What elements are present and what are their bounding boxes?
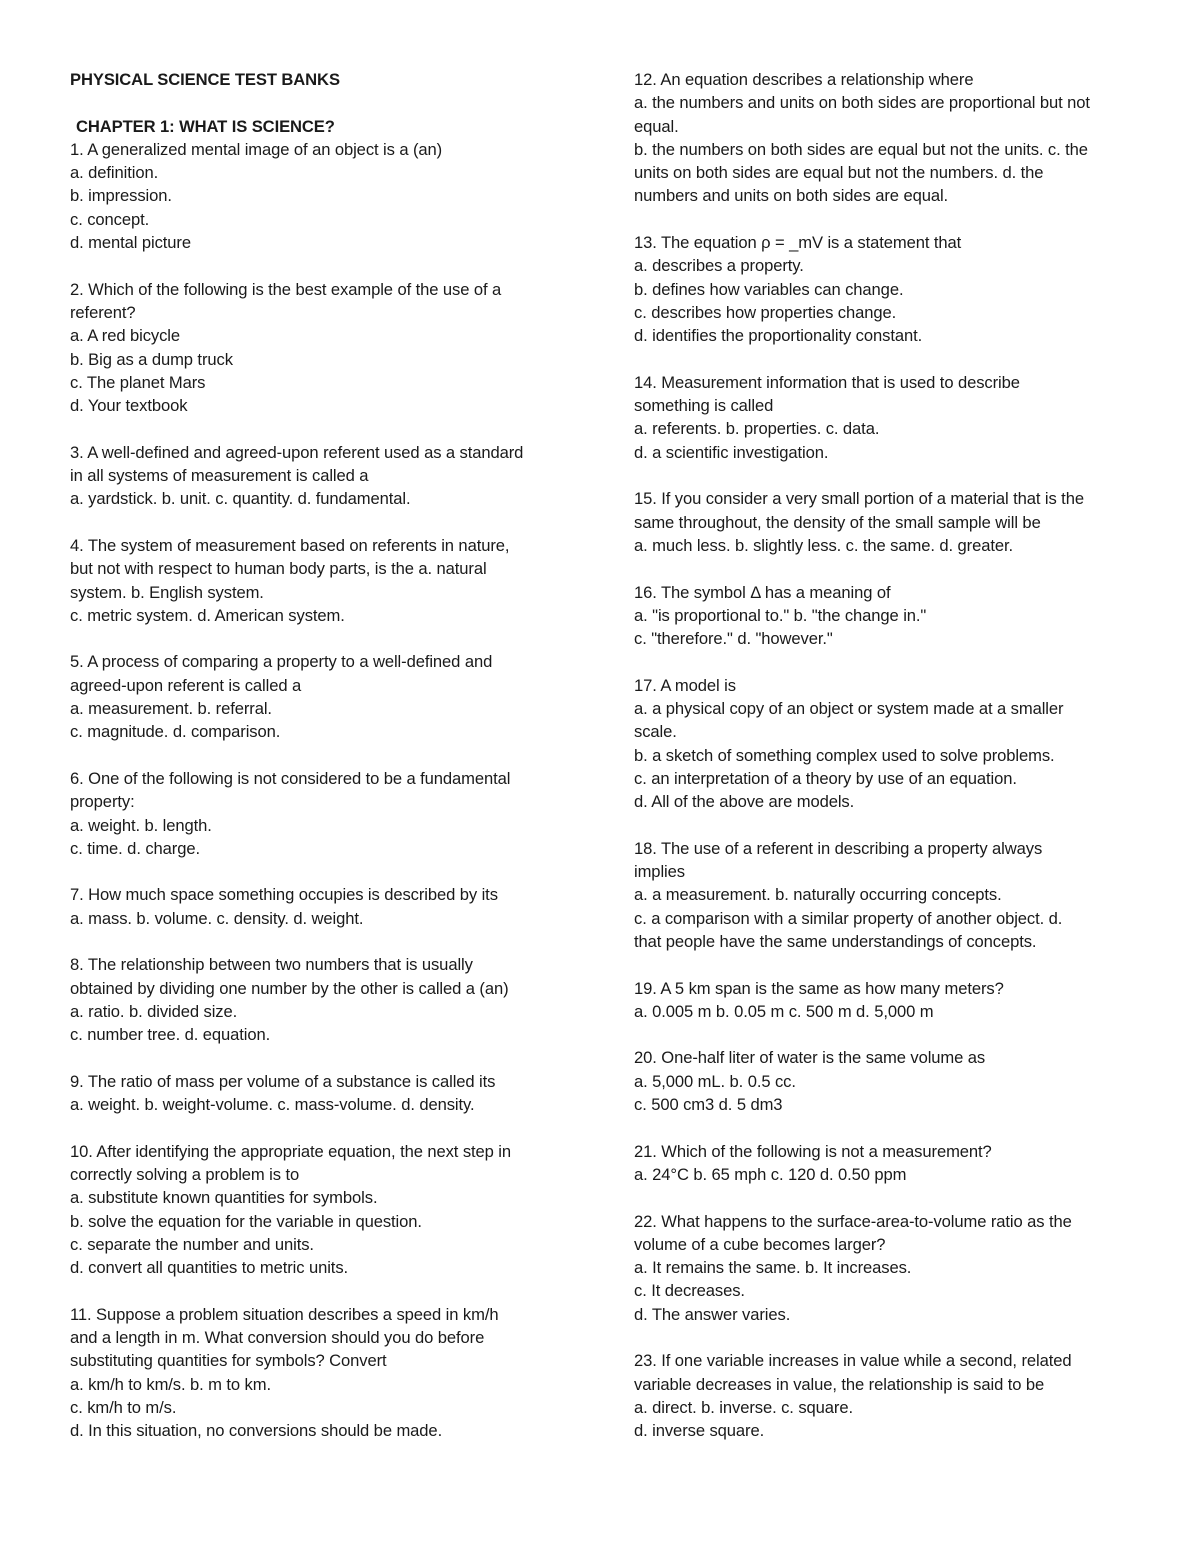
question-item (70, 767, 575, 860)
question-line: a. describes a property. (634, 256, 804, 276)
question-text: 15. If you consider a very small portion of a material that is the (634, 489, 1084, 509)
question-line: a. "is proportional to." b. "the change in." (634, 605, 927, 625)
question-line: c. a comparison with a similar property of another object. d. (634, 908, 1063, 928)
question-text: 12. An equation describes a relationship where (634, 70, 974, 89)
question-line: c. separate the number and units. (70, 1234, 314, 1254)
question-line: d. Your textbook (70, 396, 188, 416)
question-line: a. mass. b. volume. c. density. d. weight. (70, 908, 364, 928)
question-line: a. A red bicycle (70, 326, 181, 346)
question-line: c. metric system. d. American system. (70, 605, 345, 625)
question-item (70, 1140, 575, 1280)
question-text: 21. Which of the following is not a measurement? (634, 1141, 992, 1161)
question-line: d. convert all quantities to metric units. (70, 1258, 349, 1278)
question-line: implies (634, 862, 685, 882)
question-item (634, 1210, 1144, 1326)
question-line: that people have the same understandings of concepts. (634, 931, 1037, 951)
question-text: 7. How much space something occupies is described by its (70, 885, 498, 905)
question-line: b. impression. (70, 186, 172, 206)
question-item (70, 953, 575, 1046)
question-text: 5. A process of comparing a property to a well-defined and (70, 652, 493, 672)
question-line: b. a sketch of something complex used to solve problems. (634, 745, 1055, 765)
question-line: a. definition. (70, 163, 159, 183)
question-line: a. the numbers and units on both sides are proportional but not (634, 93, 1090, 113)
question-line: volume of a cube becomes larger? (634, 1234, 886, 1254)
question-line: variable decreases in value, the relationship is said to be (634, 1374, 1045, 1394)
question-line: d. identifies the proportionality constant. (634, 326, 923, 346)
question-item (634, 1046, 1144, 1116)
question-line: b. Big as a dump truck (70, 349, 233, 369)
question-line: d. The answer varies. (634, 1304, 791, 1324)
question-line: a. 0.005 m b. 0.05 m c. 500 m d. 5,000 m (634, 1001, 934, 1021)
question-line: d. inverse square. (634, 1421, 765, 1441)
question-line: substituting quantities for symbols? Convert (70, 1351, 387, 1371)
question-item (634, 674, 1144, 814)
question-text: 9. The ratio of mass per volume of a substance is called its (70, 1071, 496, 1091)
question-line: c. number tree. d. equation. (70, 1025, 271, 1045)
question-line: c. magnitude. d. comparison. (70, 722, 281, 742)
question-text: 20. One-half liter of water is the same volume as (634, 1048, 986, 1068)
question-line: a. a measurement. b. naturally occurring concepts. (634, 885, 1002, 905)
question-line: b. the numbers on both sides are equal but not the units. c. the (634, 139, 1088, 159)
question-line: system. b. English system. (70, 582, 264, 602)
question-item (70, 534, 575, 627)
question-line: and a length in m. What conversion should you do before (70, 1328, 485, 1348)
left-question-list (70, 138, 575, 1443)
question-line: a. It remains the same. b. It increases. (634, 1258, 912, 1278)
question-text: 10. After identifying the appropriate equation, the next step in (70, 1141, 512, 1161)
question-line: a. ratio. b. divided size. (70, 1001, 238, 1021)
question-line: a. a physical copy of an object or system made at a smaller (634, 699, 1064, 719)
question-line: d. All of the above are models. (634, 792, 855, 812)
question-text: 2. Which of the following is the best example of the use of a (70, 279, 502, 299)
question-line: equal. (634, 116, 679, 136)
question-item (634, 1140, 1144, 1187)
question-text: 13. The equation ρ = _mV is a statement that (634, 233, 962, 253)
question-text: 19. A 5 km span is the same as how many meters? (634, 978, 1004, 998)
question-line: something is called (634, 396, 774, 416)
question-line: a. substitute known quantities for symbols. (70, 1188, 378, 1208)
question-text: 8. The relationship between two numbers that is usually (70, 955, 473, 975)
question-item (634, 581, 1144, 651)
question-line: a. km/h to km/s. b. m to km. (70, 1374, 271, 1394)
question-text: 1. A generalized mental image of an object is a (an) (70, 139, 443, 159)
question-item (634, 371, 1144, 464)
question-line: c. 500 cm3 d. 5 dm3 (634, 1095, 783, 1115)
question-line: property: (70, 792, 135, 812)
question-line: d. a scientific investigation. (634, 442, 829, 462)
question-text: 11. Suppose a problem situation describes a speed in km/h (70, 1304, 499, 1324)
question-line: c. km/h to m/s. (70, 1397, 177, 1417)
question-item (634, 231, 1144, 347)
question-line: c. time. d. charge. (70, 838, 200, 858)
chapter-heading: CHAPTER 1: WHAT IS SCIENCE? (76, 116, 335, 136)
question-item (70, 1070, 575, 1117)
left-column (70, 68, 575, 1466)
question-line: units on both sides are equal but not the numbers. d. the (634, 163, 1044, 183)
question-line: scale. (634, 722, 677, 742)
question-item (634, 68, 1144, 208)
question-line: a. weight. b. length. (70, 815, 212, 835)
question-line: numbers and units on both sides are equal. (634, 186, 949, 206)
question-line: a. yardstick. b. unit. c. quantity. d. fundamental. (70, 489, 411, 509)
question-line: c. describes how properties change. (634, 302, 897, 322)
question-item (70, 883, 575, 930)
question-line: a. much less. b. slightly less. c. the same. d. greater. (634, 535, 1013, 555)
question-line: referent? (70, 302, 136, 322)
question-text: 18. The use of a referent in describing a property always (634, 838, 1043, 858)
question-item (70, 441, 575, 511)
question-line: a. measurement. b. referral. (70, 699, 272, 719)
question-item (70, 650, 575, 743)
question-line: d. In this situation, no conversions should be made. (70, 1421, 443, 1441)
question-line: c. concept. (70, 209, 150, 229)
question-line: c. "therefore." d. "however." (634, 629, 833, 649)
question-text: 17. A model is (634, 675, 736, 695)
question-text: 22. What happens to the surface-area-to-volume ratio as the (634, 1211, 1072, 1231)
question-text: 3. A well-defined and agreed-upon referent used as a standard (70, 442, 524, 462)
right-column (634, 68, 1144, 1466)
question-item (634, 1349, 1144, 1442)
question-line: obtained by dividing one number by the other is called a (an) (70, 978, 509, 998)
right-question-list (634, 68, 1144, 1443)
question-line: correctly solving a problem is to (70, 1164, 300, 1184)
question-text: 14. Measurement information that is used to describe (634, 372, 1020, 392)
question-line: a. referents. b. properties. c. data. (634, 419, 880, 439)
question-item (634, 487, 1144, 557)
question-line: c. an interpretation of a theory by use of an equation. (634, 768, 1017, 788)
question-line: agreed-upon referent is called a (70, 675, 302, 695)
question-line: a. weight. b. weight-volume. c. mass-volume. d. density. (70, 1095, 475, 1115)
question-text: 16. The symbol Δ has a meaning of (634, 582, 891, 602)
question-line: b. solve the equation for the variable in question. (70, 1211, 422, 1231)
question-line: in all systems of measurement is called a (70, 466, 369, 486)
question-item (634, 837, 1144, 953)
question-line: b. defines how variables can change. (634, 279, 904, 299)
document-title: PHYSICAL SCIENCE TEST BANKS (70, 70, 340, 89)
question-line: a. 5,000 mL. b. 0.5 cc. (634, 1071, 796, 1091)
question-line: c. It decreases. (634, 1281, 745, 1301)
question-item (70, 278, 575, 418)
question-text: 4. The system of measurement based on referents in nature, (70, 535, 510, 555)
question-line: c. The planet Mars (70, 372, 206, 392)
question-line: d. mental picture (70, 233, 191, 253)
question-line: but not with respect to human body parts, is the a. natural (70, 559, 487, 579)
question-text: 23. If one variable increases in value while a second, related (634, 1351, 1072, 1371)
question-item (634, 977, 1144, 1024)
question-line: a. direct. b. inverse. c. square. (634, 1397, 853, 1417)
question-item (70, 138, 575, 254)
question-item (70, 1303, 575, 1443)
question-text: 6. One of the following is not considered to be a fundamental (70, 768, 511, 788)
question-line: same throughout, the density of the small sample will be (634, 512, 1041, 532)
question-line: a. 24°C b. 65 mph c. 120 d. 0.50 ppm (634, 1164, 907, 1184)
